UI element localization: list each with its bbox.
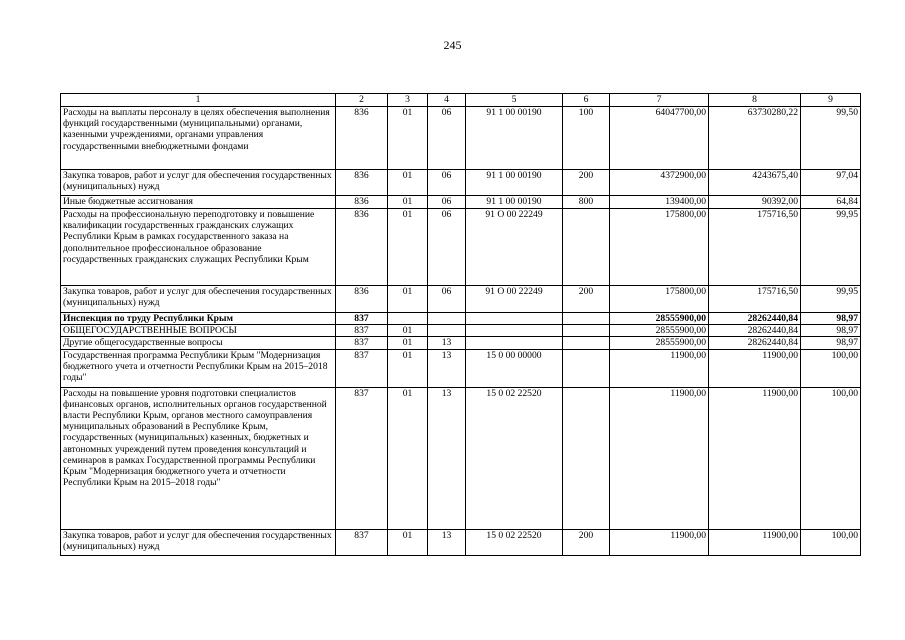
- execution-percent: 100,00: [801, 387, 861, 529]
- table-row: [61, 325, 861, 337]
- table-row: [61, 529, 861, 555]
- column-number: 6: [563, 94, 610, 107]
- subsection-code: 06: [428, 196, 466, 209]
- column-number: 1: [61, 94, 336, 107]
- item-name: Иные бюджетные ассигнования: [61, 196, 336, 209]
- expense-type-code: [563, 209, 610, 286]
- column-number: 3: [388, 94, 428, 107]
- section-code: 01: [388, 349, 428, 387]
- column-number: 2: [336, 94, 388, 107]
- execution-percent: 100,00: [801, 529, 861, 555]
- section-code: 01: [388, 529, 428, 555]
- section-code: 01: [388, 209, 428, 286]
- table-row: [61, 196, 861, 209]
- target-article-code: 91 1 00 00190: [466, 170, 563, 196]
- subsection-code: 13: [428, 529, 466, 555]
- table-row: [61, 313, 861, 325]
- admin-code: 837: [336, 325, 388, 337]
- section-code: 01: [388, 337, 428, 349]
- admin-code: 836: [336, 170, 388, 196]
- executed-amount: 90392,00: [709, 196, 801, 209]
- executed-amount: 11900,00: [709, 387, 801, 529]
- subsection-code: [428, 325, 466, 337]
- item-name: ОБЩЕГОСУДАРСТВЕННЫЕ ВОПРОСЫ: [61, 325, 336, 337]
- expense-type-code: [563, 337, 610, 349]
- execution-percent: 64,84: [801, 196, 861, 209]
- table-row: [61, 170, 861, 196]
- target-article-code: 91 О 00 22249: [466, 209, 563, 286]
- execution-percent: 98,97: [801, 325, 861, 337]
- executed-amount: 28262440,84: [709, 313, 801, 325]
- approved-amount: 28555900,00: [610, 313, 709, 325]
- approved-amount: 139400,00: [610, 196, 709, 209]
- approved-amount: 11900,00: [610, 529, 709, 555]
- approved-amount: 11900,00: [610, 387, 709, 529]
- section-code: 01: [388, 170, 428, 196]
- approved-amount: 64047700,00: [610, 107, 709, 170]
- admin-code: 836: [336, 196, 388, 209]
- execution-percent: 100,00: [801, 349, 861, 387]
- execution-percent: 99,95: [801, 286, 861, 313]
- approved-amount: 175800,00: [610, 286, 709, 313]
- budget-table: [60, 93, 861, 556]
- expense-type-code: 100: [563, 107, 610, 170]
- table-row: [61, 107, 861, 170]
- table-row: [61, 286, 861, 313]
- execution-percent: 99,50: [801, 107, 861, 170]
- target-article-code: 15 0 02 22520: [466, 387, 563, 529]
- section-code: [388, 313, 428, 325]
- item-name: Закупка товаров, работ и услуг для обеспечения государственных (муниципальных) нужд: [61, 529, 336, 555]
- expense-type-code: 200: [563, 170, 610, 196]
- admin-code: 837: [336, 387, 388, 529]
- admin-code: 836: [336, 107, 388, 170]
- target-article-code: 15 0 02 22520: [466, 529, 563, 555]
- table-row: [61, 349, 861, 387]
- item-name: Закупка товаров, работ и услуг для обеспечения государственных (муниципальных) нужд: [61, 286, 336, 313]
- item-name: Закупка товаров, работ и услуг для обеспечения государственных (муниципальных) нужд: [61, 170, 336, 196]
- section-code: 01: [388, 325, 428, 337]
- execution-percent: 99,95: [801, 209, 861, 286]
- subsection-code: 13: [428, 387, 466, 529]
- target-article-code: [466, 337, 563, 349]
- item-name: Расходы на профессиональную переподготовку и повышение квалификации государственных гражданских служащих Республики Крым в рамках государственного заказа на дополнительное профессиональное образование государственных гражданских служащих Республики Крым: [61, 209, 336, 286]
- expense-type-code: [563, 349, 610, 387]
- approved-amount: 175800,00: [610, 209, 709, 286]
- subsection-code: [428, 313, 466, 325]
- section-code: 01: [388, 107, 428, 170]
- column-number-row: [61, 94, 861, 107]
- executed-amount: 175716,50: [709, 286, 801, 313]
- admin-code: 837: [336, 337, 388, 349]
- column-number: 4: [428, 94, 466, 107]
- admin-code: 836: [336, 286, 388, 313]
- section-code: 01: [388, 196, 428, 209]
- admin-code: 836: [336, 209, 388, 286]
- item-name: Инспекция по труду Республики Крым: [61, 313, 336, 325]
- column-number: 7: [610, 94, 709, 107]
- approved-amount: 11900,00: [610, 349, 709, 387]
- target-article-code: 91 1 00 00190: [466, 196, 563, 209]
- section-code: 01: [388, 387, 428, 529]
- executed-amount: 11900,00: [709, 529, 801, 555]
- subsection-code: 06: [428, 286, 466, 313]
- page-number: 245: [443, 38, 462, 52]
- column-number: 8: [709, 94, 801, 107]
- item-name: Другие общегосударственные вопросы: [61, 337, 336, 349]
- target-article-code: 15 0 00 00000: [466, 349, 563, 387]
- approved-amount: 28555900,00: [610, 325, 709, 337]
- expense-type-code: 200: [563, 529, 610, 555]
- expense-type-code: [563, 313, 610, 325]
- item-name: Расходы на повышение уровня подготовки специалистов финансовых органов, исполнительных органов государственной власти Республики Крым, органов местного самоуправления муниципальных образований в Республике Крым, государственных (муниципальных) казенных, бюджетных и автономных учреждений путем проведения консультаций и семинаров в рамках Государственной программы Республики Крым "Модернизация бюджетного учета и отчетности Республики Крым на 2015–2018 годы": [61, 387, 336, 529]
- execution-percent: 98,97: [801, 313, 861, 325]
- target-article-code: 91 1 00 00190: [466, 107, 563, 170]
- admin-code: 837: [336, 529, 388, 555]
- expense-type-code: 200: [563, 286, 610, 313]
- subsection-code: 13: [428, 349, 466, 387]
- executed-amount: 11900,00: [709, 349, 801, 387]
- expense-type-code: [563, 387, 610, 529]
- target-article-code: 91 О 00 22249: [466, 286, 563, 313]
- table-row: [61, 337, 861, 349]
- executed-amount: 28262440,84: [709, 337, 801, 349]
- target-article-code: [466, 313, 563, 325]
- executed-amount: 28262440,84: [709, 325, 801, 337]
- table-row: [61, 209, 861, 286]
- executed-amount: 63730280,22: [709, 107, 801, 170]
- expense-type-code: 800: [563, 196, 610, 209]
- subsection-code: 06: [428, 209, 466, 286]
- target-article-code: [466, 325, 563, 337]
- item-name: Расходы на выплаты персоналу в целях обеспечения выполнения функций государственными (муниципальными) органами, казенными учреждениями, органами управления государственными внебюджетными фондами: [61, 107, 336, 170]
- admin-code: 837: [336, 313, 388, 325]
- subsection-code: 06: [428, 107, 466, 170]
- executed-amount: 4243675,40: [709, 170, 801, 196]
- admin-code: 837: [336, 349, 388, 387]
- table-row: [61, 387, 861, 529]
- column-number: 5: [466, 94, 563, 107]
- item-name: Государственная программа Республики Крым "Модернизация бюджетного учета и отчетности Республики Крым на 2015–2018 годы": [61, 349, 336, 387]
- section-code: 01: [388, 286, 428, 313]
- execution-percent: 98,97: [801, 337, 861, 349]
- expense-type-code: [563, 325, 610, 337]
- execution-percent: 97,04: [801, 170, 861, 196]
- approved-amount: 28555900,00: [610, 337, 709, 349]
- subsection-code: 06: [428, 170, 466, 196]
- approved-amount: 4372900,00: [610, 170, 709, 196]
- executed-amount: 175716,50: [709, 209, 801, 286]
- column-number: 9: [801, 94, 861, 107]
- subsection-code: 13: [428, 337, 466, 349]
